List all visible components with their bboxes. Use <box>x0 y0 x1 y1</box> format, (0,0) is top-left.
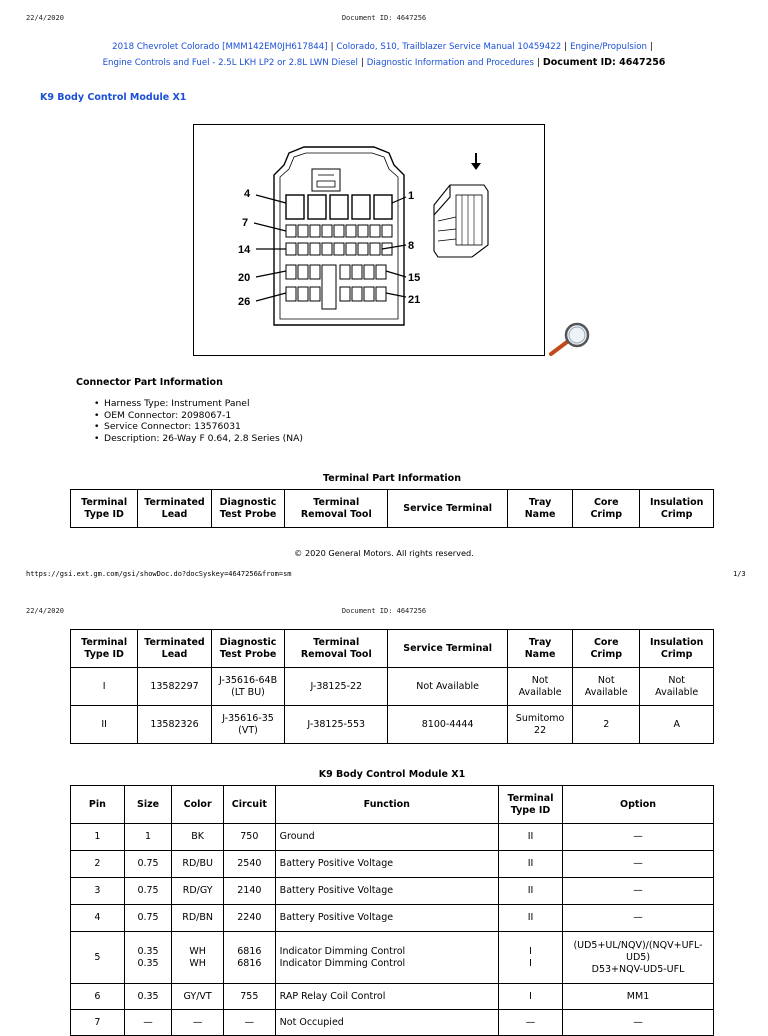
cell-text-line: J-35616-35 <box>222 712 274 724</box>
cell-text-line: II <box>527 912 534 923</box>
cell-text-line: Terminal <box>313 636 360 648</box>
cell-text-line: Type ID <box>510 804 551 816</box>
table-cell <box>640 706 714 744</box>
cell-text-line: 0.35 <box>137 957 159 969</box>
table-cell <box>71 851 125 878</box>
cell-text-line: Terminated <box>144 496 205 508</box>
insertion-arrow-icon <box>471 153 481 170</box>
table-cell <box>211 706 285 744</box>
cell-text-line: 2 <box>603 718 610 730</box>
table-cell <box>124 1010 172 1036</box>
terminal-part-caption: Terminal Part Information <box>323 473 461 484</box>
table-cell <box>71 905 125 932</box>
cell-text-line: Not <box>597 674 615 686</box>
cell-text-line: Pin <box>88 798 106 810</box>
table-cell <box>124 905 172 932</box>
table-cell <box>124 824 172 851</box>
table-cell <box>498 932 562 984</box>
table-cell <box>563 878 714 905</box>
column-header <box>172 786 224 824</box>
cell-text-line: 13582297 <box>150 680 199 692</box>
table-row <box>71 878 714 905</box>
table-cell <box>508 668 573 706</box>
cell-text-line: Battery Positive Voltage <box>279 885 394 896</box>
page-number: 1/3 <box>733 570 746 578</box>
callout-26: 26 <box>238 296 251 308</box>
table-cell <box>498 851 562 878</box>
cell-text-line: 7 <box>94 1016 101 1028</box>
cell-text-line: Name <box>524 648 556 660</box>
breadcrumb-separator: | <box>564 42 568 52</box>
list-item: • Harness Type: Instrument Panel <box>104 398 303 410</box>
callout-8: 8 <box>408 240 415 252</box>
print-date: 22/4/2020 <box>26 607 64 615</box>
table-row <box>71 932 714 984</box>
cell-text-line: — <box>633 912 643 923</box>
table-cell <box>71 984 125 1010</box>
column-header <box>285 630 388 668</box>
table-cell <box>498 984 562 1010</box>
table-cell <box>275 1010 498 1036</box>
cell-text-line: Not <box>531 674 549 686</box>
table-cell <box>498 905 562 932</box>
table-cell <box>498 824 562 851</box>
cell-text-line: 5 <box>94 951 101 963</box>
connector-diagram[interactable] <box>193 124 545 356</box>
table-cell <box>223 1010 275 1036</box>
cell-text-line: 3 <box>94 885 101 896</box>
cell-text-line: 8100-4444 <box>421 718 474 730</box>
list-item: • Service Connector: 13576031 <box>104 421 303 433</box>
cell-text-line: II <box>527 858 534 869</box>
cell-text-line: 2240 <box>237 912 262 923</box>
table-cell <box>275 878 498 905</box>
breadcrumb-separator: | <box>360 58 364 68</box>
cell-text-line: I <box>529 957 532 969</box>
cell-text-line: Test Probe <box>219 648 277 660</box>
cell-text-line: Indicator Dimming Control <box>279 945 406 957</box>
cell-text-line: II <box>101 718 107 730</box>
cell-text-line: 1 <box>94 831 101 842</box>
table-cell <box>563 851 714 878</box>
table-cell <box>71 706 138 744</box>
cell-text-line: 2 <box>94 858 101 869</box>
table-cell <box>124 932 172 984</box>
zoom-magnifier-icon[interactable] <box>547 320 595 358</box>
table-cell <box>285 706 388 744</box>
print-doc-id: Document ID: 4647256 <box>341 14 427 22</box>
table-cell <box>124 878 172 905</box>
callout-14: 14 <box>238 244 251 256</box>
table-cell <box>563 1010 714 1036</box>
table-cell <box>498 878 562 905</box>
callout-7: 7 <box>242 217 249 229</box>
table-cell <box>275 824 498 851</box>
cell-text-line: Diagnostic <box>219 496 277 508</box>
cell-text-line: Circuit <box>231 798 267 810</box>
table-cell <box>172 1010 224 1036</box>
table-cell <box>388 706 508 744</box>
cell-text-line: (UD5+UL/NQV)/(NQV+UFL- <box>573 939 703 951</box>
column-header <box>71 786 125 824</box>
column-header <box>211 490 285 528</box>
callout-21: 21 <box>408 294 421 306</box>
page-title: K9 Body Control Module X1 <box>40 92 187 103</box>
cell-text-line: — <box>633 858 643 869</box>
table-cell <box>138 668 212 706</box>
cell-text-line: Service Terminal <box>403 502 492 514</box>
cell-text-line: 6816 <box>237 945 262 957</box>
cell-text-line: BK <box>191 831 205 842</box>
table-cell <box>223 905 275 932</box>
column-header <box>223 786 275 824</box>
table-cell <box>563 984 714 1010</box>
cell-text-line: Insulation <box>649 636 704 648</box>
cell-text-line: — <box>633 831 643 842</box>
cell-text-line: Sumitomo <box>515 712 565 724</box>
cell-text-line: Lead <box>161 508 188 520</box>
table-header-row <box>71 490 714 528</box>
callout-15: 15 <box>408 272 421 284</box>
table-row <box>71 706 714 744</box>
cell-text-line: Name <box>524 508 556 520</box>
cell-text-line: 2140 <box>237 885 262 896</box>
cell-text-line: Crimp <box>660 508 693 520</box>
column-header <box>563 786 714 824</box>
cell-text-line: I <box>529 945 532 957</box>
list-item: • Description: 26-Way F 0.64, 2.8 Series (NA) <box>104 433 303 445</box>
cell-text-line: Terminal <box>81 496 128 508</box>
table-cell <box>563 905 714 932</box>
cell-text-line: RD/BN <box>182 912 214 923</box>
column-header <box>285 490 388 528</box>
cell-text-line: Insulation <box>649 496 704 508</box>
cell-text-line: — <box>244 1016 255 1028</box>
table-cell <box>573 668 640 706</box>
cell-text-line: Terminated <box>144 636 205 648</box>
print-date: 22/4/2020 <box>26 14 64 22</box>
cell-text-line: 0.75 <box>137 858 159 869</box>
cell-text-line: Battery Positive Voltage <box>279 858 394 869</box>
cell-text-line: Size <box>136 798 160 810</box>
cell-text-line: II <box>527 831 534 842</box>
column-header <box>508 490 573 528</box>
column-header <box>640 630 714 668</box>
column-header <box>573 490 640 528</box>
connector-info-list <box>104 398 303 444</box>
table-cell <box>563 824 714 851</box>
cell-text-line: Terminal <box>507 792 554 804</box>
table-header-row <box>71 786 714 824</box>
table-cell <box>172 984 224 1010</box>
cell-text-line: Available <box>518 686 562 698</box>
cell-text-line: 0.75 <box>137 912 159 923</box>
cell-text-line: — <box>633 1016 643 1028</box>
table-cell <box>573 706 640 744</box>
table-cell <box>71 668 138 706</box>
cell-text-line: Available <box>655 686 699 698</box>
cell-text-line: GY/VT <box>183 990 212 1002</box>
table-cell <box>563 932 714 984</box>
table-cell <box>172 932 224 984</box>
table-cell <box>285 668 388 706</box>
table-cell <box>71 932 125 984</box>
cell-text-line: Core <box>593 496 619 508</box>
print-doc-id: Document ID: 4647256 <box>341 607 427 615</box>
cell-text-line: 22 <box>534 724 547 736</box>
breadcrumb-engine-controls[interactable]: Engine Controls and Fuel - 2.5L LKH LP2 or 2.8L LWN Diesel <box>102 58 358 68</box>
table-cell <box>223 984 275 1010</box>
cell-text-line: Not <box>668 674 686 686</box>
cell-text-line: 0.35 <box>137 990 159 1002</box>
column-header <box>640 490 714 528</box>
cell-text-line: Crimp <box>590 648 623 660</box>
cell-text-line: Lead <box>161 648 188 660</box>
cell-text-line: Removal Tool <box>300 508 372 520</box>
table-row <box>71 905 714 932</box>
breadcrumb-engine-propulsion[interactable]: Engine/Propulsion <box>570 42 647 52</box>
column-header <box>508 630 573 668</box>
breadcrumb-separator: | <box>649 42 653 52</box>
cell-text-line: Service Terminal <box>403 642 492 654</box>
cell-text-line: Battery Positive Voltage <box>279 912 394 923</box>
cell-text-line: 6 <box>94 990 101 1002</box>
table-cell <box>498 1010 562 1036</box>
cell-text-line: RD/BU <box>182 858 213 869</box>
table-cell <box>223 932 275 984</box>
cell-text-line: I <box>529 990 532 1002</box>
callout-4: 4 <box>244 188 251 200</box>
column-header <box>124 786 172 824</box>
table-cell <box>211 668 285 706</box>
cell-text-line: 750 <box>240 831 259 842</box>
list-item: • OEM Connector: 2098067-1 <box>104 410 303 422</box>
cell-text-line: 6816 <box>237 957 262 969</box>
cell-text-line: Crimp <box>590 508 623 520</box>
callout-20: 20 <box>238 272 251 284</box>
cell-text-line: J-38125-553 <box>307 718 366 730</box>
terminal-part-table <box>70 629 714 744</box>
cell-text-line: MM1 <box>626 990 650 1002</box>
column-header <box>71 630 138 668</box>
table-cell <box>223 878 275 905</box>
table-cell <box>275 932 498 984</box>
column-header <box>388 490 508 528</box>
cell-text-line: RD/GY <box>182 885 213 896</box>
table-row <box>71 851 714 878</box>
table-cell <box>640 668 714 706</box>
table-cell <box>71 878 125 905</box>
document-id: Document ID: 4647256 <box>542 57 666 68</box>
cell-text-line: WH <box>189 957 206 969</box>
cell-text-line: Test Probe <box>219 508 277 520</box>
table-cell <box>71 1010 125 1036</box>
table-header-row <box>71 630 714 668</box>
cell-text-line: Diagnostic <box>219 636 277 648</box>
cell-text-line: Core <box>593 636 619 648</box>
column-header <box>573 630 640 668</box>
breadcrumb <box>60 40 708 71</box>
cell-text-line: (LT BU) <box>231 686 265 698</box>
connector-info-heading: Connector Part Information <box>76 377 223 388</box>
table-cell <box>388 668 508 706</box>
cell-text-line: Tray <box>528 636 552 648</box>
table-cell <box>172 905 224 932</box>
pin-table <box>70 785 714 1036</box>
table-cell <box>508 706 573 744</box>
cell-text-line: II <box>527 885 534 896</box>
copyright: © 2020 General Motors. All rights reserved. <box>294 548 474 558</box>
pin-table-caption: K9 Body Control Module X1 <box>318 769 466 780</box>
table-cell <box>124 984 172 1010</box>
cell-text-line: (VT) <box>238 724 258 736</box>
cell-text-line: Type ID <box>84 508 124 520</box>
cell-text-line: Not Occupied <box>279 1016 344 1028</box>
breadcrumb-separator: | <box>330 42 334 52</box>
table-cell <box>172 878 224 905</box>
table-cell <box>172 824 224 851</box>
cell-text-line: Terminal <box>81 636 128 648</box>
table-cell <box>223 851 275 878</box>
cell-text-line: — <box>633 885 643 896</box>
table-row <box>71 984 714 1010</box>
cell-text-line: Indicator Dimming Control <box>279 957 406 969</box>
table-cell <box>223 824 275 851</box>
cell-text-line: Not Available <box>416 680 479 692</box>
cell-text-line: Available <box>584 686 628 698</box>
cell-text-line: Type ID <box>84 648 124 660</box>
table-cell <box>275 984 498 1010</box>
column-header <box>275 786 498 824</box>
cell-text-line: I <box>102 680 106 692</box>
breadcrumb-diagnostic-info[interactable]: Diagnostic Information and Procedures <box>366 58 534 68</box>
cell-text-line: 755 <box>240 990 259 1002</box>
column-header <box>498 786 562 824</box>
cell-text-line: Ground <box>279 831 315 842</box>
column-header <box>71 490 138 528</box>
table-row <box>71 824 714 851</box>
table-cell <box>124 851 172 878</box>
cell-text-line: J-35616-64B <box>218 674 278 686</box>
cell-text-line: Removal Tool <box>300 648 372 660</box>
cell-text-line: J-38125-22 <box>310 680 363 692</box>
column-header <box>388 630 508 668</box>
cell-text-line: 2540 <box>237 858 262 869</box>
callout-1: 1 <box>408 190 415 202</box>
cell-text-line: 0.75 <box>137 885 159 896</box>
cell-text-line: Option <box>620 798 656 810</box>
connector-housing <box>274 147 404 325</box>
column-header <box>211 630 285 668</box>
breadcrumb-separator: | <box>536 58 540 68</box>
cell-text-line: D53+NQV-UD5-UFL <box>591 963 685 975</box>
table-cell <box>275 851 498 878</box>
cell-text-line: 4 <box>94 912 101 923</box>
table-cell <box>71 824 125 851</box>
print-url: https://gsi.ext.gm.com/gsi/showDoc.do?docSyskey=4647256&from=sm <box>26 570 292 578</box>
table-row <box>71 1010 714 1036</box>
cell-text-line: — <box>143 1016 153 1028</box>
column-header <box>138 630 212 668</box>
cell-text-line: Color <box>183 798 212 810</box>
cell-text-line: Tray <box>528 496 552 508</box>
cell-text-line: 0.35 <box>137 945 159 957</box>
cell-text-line: WH <box>189 945 206 957</box>
table-cell <box>275 905 498 932</box>
table-cell <box>138 706 212 744</box>
cell-text-line: — <box>192 1016 203 1028</box>
cell-text-line: Terminal <box>313 496 360 508</box>
terminal-part-header-table <box>70 489 714 528</box>
cell-text-line: UD5) <box>626 951 651 963</box>
cell-text-line: A <box>673 718 680 730</box>
table-row <box>71 668 714 706</box>
table-cell <box>172 851 224 878</box>
breadcrumb-vehicle[interactable]: 2018 Chevrolet Colorado [MMM142EM0JH617844] <box>112 42 328 52</box>
cell-text-line: RAP Relay Coil Control <box>279 990 386 1002</box>
cell-text-line: 13582326 <box>150 718 199 730</box>
column-header <box>138 490 212 528</box>
cell-text-line: — <box>525 1016 536 1028</box>
breadcrumb-manual[interactable]: Colorado, S10, Trailblazer Service Manual 10459422 <box>336 42 562 52</box>
cell-text-line: 1 <box>145 831 152 842</box>
cell-text-line: Function <box>363 798 410 810</box>
cell-text-line: Crimp <box>660 648 693 660</box>
